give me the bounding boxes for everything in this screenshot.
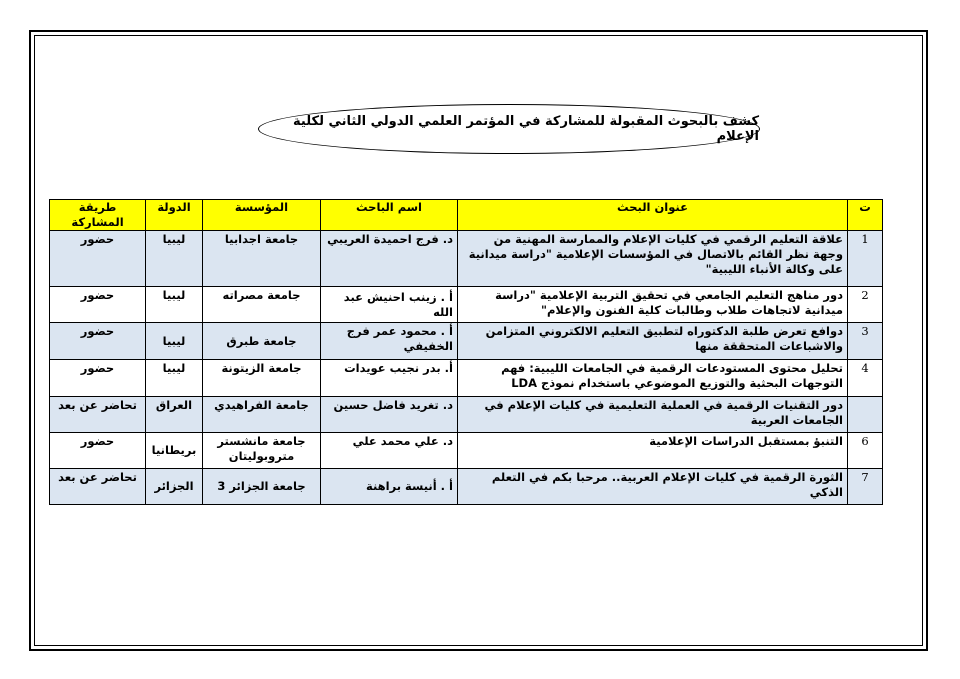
row-number: 7 (848, 469, 883, 505)
document-title-text: كشف بالبحوث المقبولة للمشاركة في المؤتمر العلمي الدولي الثاني لكلية الإعلام (293, 114, 759, 144)
table-row (50, 323, 883, 360)
researcher-name: د. فرج احميدة العريبي (321, 231, 458, 287)
institution: جامعة مصراته (203, 287, 321, 323)
paper-title: دور مناهج التعليم الجامعي في تحقيق التربية الإعلامية "دراسة ميدانية لاتجاهات طلاب وطالبات كلية الفنون والإعلام" (458, 287, 848, 323)
row-number: 3 (848, 323, 883, 360)
table-row (50, 433, 883, 469)
researcher-name: أ . زينب احنيش عبد الله (321, 287, 458, 323)
row-number: 2 (848, 287, 883, 323)
institution: جامعة الفراهيدي (203, 397, 321, 433)
country: ليبيا (146, 231, 203, 287)
participation-method: حضور (50, 287, 146, 323)
paper-title: دوافع تعرض طلبة الدكتوراه لتطبيق التعليم الالكتروني المتزامن والاشباعات المتحققة منها (458, 323, 848, 360)
institution: جامعة الجزائر 3 (203, 469, 321, 505)
document-title (258, 104, 760, 154)
participation-method: حضور (50, 360, 146, 397)
header-researcher: اسم الباحث (321, 200, 458, 231)
table-row (50, 469, 883, 505)
accepted-papers-table (49, 199, 883, 505)
participation-method: حضور (50, 323, 146, 360)
country: العراق (146, 397, 203, 433)
country: ليبيا (146, 323, 203, 360)
researcher-name: د. علي محمد علي (321, 433, 458, 469)
header-institution: المؤسسة (203, 200, 321, 231)
row-number (848, 397, 883, 433)
header-method: طريقة المشاركة (50, 200, 146, 231)
table-row (50, 287, 883, 323)
participation-method: حضور (50, 231, 146, 287)
researcher-name: أ . محمود عمر فرج الخفيفي (321, 323, 458, 360)
participation-method: تحاضر عن بعد (50, 397, 146, 433)
paper-title: الثورة الرقمية في كليات الإعلام العربية.. مرحبا بكم في التعلم الذكي (458, 469, 848, 505)
paper-title: دور التقنيات الرقمية في العملية التعليمية في كليات الإعلام في الجامعات العربية (458, 397, 848, 433)
country: ليبيا (146, 360, 203, 397)
table-row (50, 360, 883, 397)
researcher-name: أ. بدر نجيب عويدات (321, 360, 458, 397)
researcher-name: أ . أنيسة براهنة (321, 469, 458, 505)
participation-method: حضور (50, 433, 146, 469)
institution: جامعة طبرق (203, 323, 321, 360)
table-header-row (50, 200, 883, 231)
institution: جامعة الزيتونة (203, 360, 321, 397)
row-number: 1 (848, 231, 883, 287)
header-title: عنوان البحث (458, 200, 848, 231)
header-country: الدولة (146, 200, 203, 231)
table-row (50, 231, 883, 287)
paper-title: علاقة التعليم الرقمي في كليات الإعلام والممارسة المهنية من وجهة نظر القائم بالاتصال في المؤسسات الإعلامية "دراسة ميدانية على وكالة الأنباء الليبية" (458, 231, 848, 287)
participation-method: تحاضر عن بعد (50, 469, 146, 505)
table-row (50, 397, 883, 433)
country: الجزائر (146, 469, 203, 505)
institution: جامعة مانشستر متروبوليتان (203, 433, 321, 469)
country: بريطانيا (146, 433, 203, 469)
institution: جامعة اجدابيا (203, 231, 321, 287)
header-number: ت (848, 200, 883, 231)
country: ليبيا (146, 287, 203, 323)
row-number: 6 (848, 433, 883, 469)
paper-title: تحليل محتوى المستودعات الرقمية في الجامعات الليبية: فهم التوجهات البحثية والتوزيع الموضوعي باستخدام نموذج LDA (458, 360, 848, 397)
paper-title: التنبؤ بمستقبل الدراسات الإعلامية (458, 433, 848, 469)
researcher-name: د. تغريد فاضل حسين (321, 397, 458, 433)
row-number: 4 (848, 360, 883, 397)
